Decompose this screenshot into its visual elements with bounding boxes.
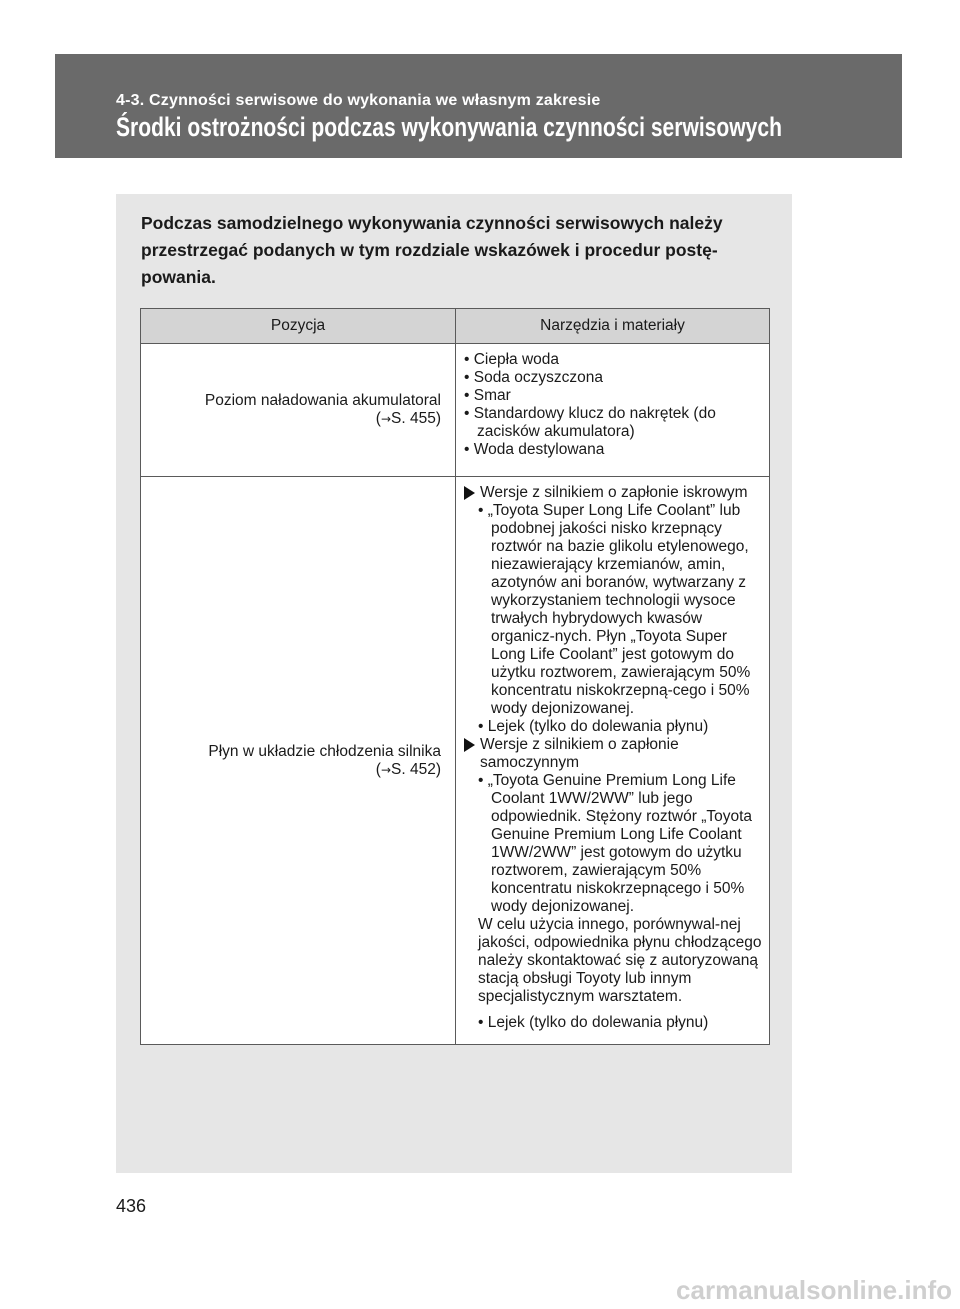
list-item: • Lejek (tylko do dolewania płynu) — [478, 1014, 709, 1031]
list-item: • Soda oczyszczona — [464, 369, 603, 386]
reference-text: S. 452) — [391, 760, 441, 778]
item-cell — [141, 477, 456, 1045]
section-heading: 4-3. Czynności serwisowe do wykonania we własnym zakresie — [116, 92, 601, 109]
table-header-row — [141, 309, 770, 344]
tools-cell — [456, 344, 770, 477]
reference-text: S. 455) — [391, 410, 441, 427]
table-row — [141, 477, 770, 1045]
intro-text: Podczas samodzielnego wykonywania czynności serwisowych należy przestrzegać podanych w tym rozdziale wskazówek i procedur postę-powania. — [141, 213, 723, 287]
watermark: carmanualsonline.info — [676, 1275, 952, 1305]
note-text: W celu użycia innego, porównywal-nej jakości, odpowiednika płynu chłodzącego należy skontaktować się z autoryzowaną stacją obsługi Toyoty lub innym specjalistycznym warsztatem. — [478, 916, 762, 1005]
item-label: Płyn w układzie chłodzenia silnika — [208, 742, 441, 760]
list-item: • Smar — [464, 387, 511, 404]
list-item: • „Toyota Super Long Life Coolant” lub podobnej jakości nisko krzepnący roztwór na bazie glikolu etylenowego, niezawierający krzemianów, amin, azotynów ani boranów, wytwarzany z wykorzystaniem technologii wysoce trwałych hybrydowych kwasów organicz-nych. Płyn „Toyota Super Long Life Coolant” jest gotowym do użytku roztworem, zawierającym 50% koncentratu niskokrzepną-cego i 50% wody dejonizowanej. — [478, 502, 751, 717]
list-item: • Woda destylowana — [464, 441, 605, 458]
list-item: • „Toyota Genuine Premium Long Life Coolant 1WW/2WW” lub jego odpowiednik. Stężony roztwór „Toyota Genuine Premium Long Life Coolant 1WW/2WW” jest gotowym do użytku roztworem, zawierającym 50% koncentratu niskokrzepnącego i 50% wody dejonizowanej. — [478, 772, 753, 915]
reference-bracket: ( — [375, 760, 381, 778]
list-item: • Standardowy klucz do nakrętek (do zacisków akumulatora) — [464, 405, 716, 440]
item-cell — [141, 344, 456, 477]
item-label: Poziom naładowania akumulatoral — [204, 392, 441, 409]
arrow-right-icon: → — [380, 412, 392, 426]
page-reference — [149, 761, 441, 779]
arrow-right-icon: → — [380, 762, 392, 777]
triangle-bullet-icon — [464, 738, 475, 752]
variant-heading — [464, 484, 765, 502]
tools-cell — [456, 477, 770, 1045]
variant-heading-text: Wersje z silnikiem o zapłonie iskrowym — [480, 484, 748, 501]
list-item: • Lejek (tylko do dolewania płynu) — [478, 718, 709, 735]
tools-table — [140, 308, 770, 1045]
variant-heading-text: Wersje z silnikiem o zapłonie samoczynnym — [480, 736, 679, 771]
page-reference — [149, 410, 441, 428]
list-item: • Ciepła woda — [464, 351, 560, 368]
column-header-item: Pozycja — [141, 309, 456, 344]
variant-heading — [464, 736, 765, 772]
reference-bracket: ( — [375, 410, 381, 427]
column-header-tools: Narzędzia i materiały — [456, 309, 770, 344]
triangle-bullet-icon — [464, 486, 475, 500]
table-row — [141, 344, 770, 477]
page-title: Środki ostrożności podczas wykonywania czynności serwisowych — [116, 112, 782, 142]
page-number: 436 — [116, 1196, 147, 1216]
